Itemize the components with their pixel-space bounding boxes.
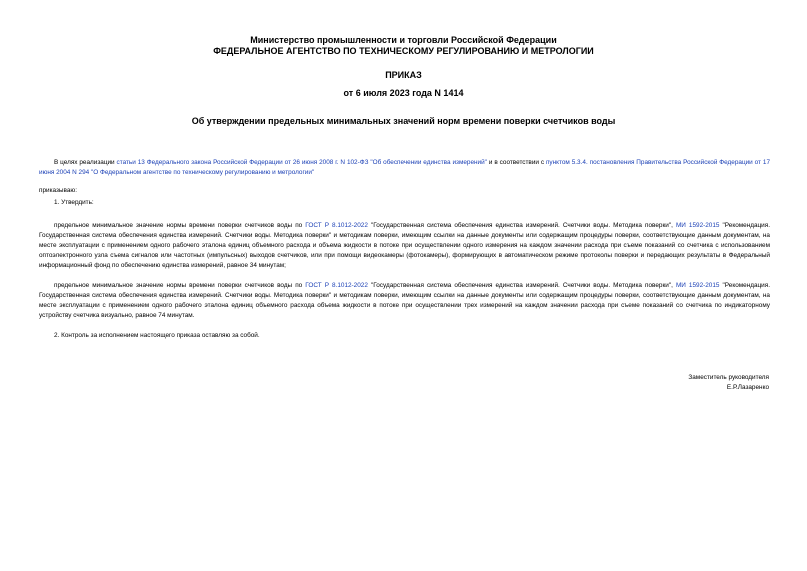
item2-text-1: предельное минимальное значение нормы времени поверки счетчиков воды по	[54, 282, 306, 289]
document-type: ПРИКАЗ	[385, 70, 422, 80]
approved-item-2	[39, 281, 770, 321]
mi-link[interactable]: МИ 1592-2015	[675, 282, 720, 289]
preamble-paragraph	[39, 158, 770, 178]
government-decree-link[interactable]: пунктом 5.3.4. постановления Правительства Российской Федерации от 17 июня 2004 N 294 "О Федеральном агентстве по техническому регулированию и метрологии"	[39, 159, 770, 176]
item1-text-2: "Государственная система обеспечения единства измерений. Счетчики воды. Методика поверки",	[367, 222, 676, 229]
item1-text-3: "Рекомендация. Государственная система обеспечения единства измерений. Счетчики воды. Методика поверки" и методикам поверки, имеющим ссылки на данные документы или содержащим процедуры поверки, соответствующие данным документам, на месте эксплуатации с применением одного рабочего эталона единиц объемного расхода и объема жидкости в потоке при осуществлении одного измерения на каждом значении расхода при съеме показаний со счетчика с использованием оптоэлектронного узла съема сигналов или частотных (импульсных) выходов счетчиков, или при помощи видеокамеры (фотокамеры), формирующих в автоматическом режиме протоколы поверки и передающих результаты в Федеральный информационный фонд по обеспечению единства измерений, равное 34 минутам;	[39, 222, 770, 269]
item2-text-2: "Государственная система обеспечения единства измерений. Счетчики воды. Методика поверки",	[367, 282, 676, 289]
signatory-position: Заместитель руководителя	[688, 374, 769, 381]
signatory-name: Е.Р.Лазаренко	[726, 384, 769, 391]
ministry-name: Министерство промышленности и торговли Российской Федерации	[250, 35, 557, 45]
order-word: приказываю:	[39, 187, 77, 194]
mi-link[interactable]: МИ 1592-2015	[675, 222, 720, 229]
approved-item-1	[39, 221, 770, 271]
control-clause: 2. Контроль за исполнением настоящего приказа оставляю за собой.	[54, 332, 260, 339]
item1-text-1: предельное минимальное значение нормы времени поверки счетчиков воды по	[54, 222, 306, 229]
gost-link[interactable]: ГОСТ Р 8.1012-2022	[305, 222, 368, 229]
gost-link[interactable]: ГОСТ Р 8.1012-2022	[305, 282, 368, 289]
preamble-text-1: В целях реализации	[54, 159, 117, 166]
agency-name: ФЕДЕРАЛЬНОЕ АГЕНТСТВО ПО ТЕХНИЧЕСКОМУ РЕГУЛИРОВАНИЮ И МЕТРОЛОГИИ	[213, 46, 594, 56]
approve-heading: 1. Утвердить:	[54, 199, 94, 206]
document-date-number: от 6 июля 2023 года N 1414	[343, 88, 464, 98]
item2-text-3: "Рекомендация. Государственная система обеспечения единства измерений. Счетчики воды. Методика поверки" и методикам поверки, имеющим ссылки на данные документы или содержащим процедуры поверки, соответствующие данным документам, на месте эксплуатации с применением одного рабочего эталона единиц объемного расхода объема жидкости в потоке при осуществлении трех измерений на каждом значении расхода при съеме показаний со счетчика по индикаторному устройству счетчика визуально, равное 74 минутам.	[39, 282, 770, 319]
document-title: Об утверждении предельных минимальных значений норм времени поверки счетчиков воды	[191, 116, 616, 126]
federal-law-link[interactable]: статьи 13 Федерального закона Российской Федерации от 26 июня 2008 г. N 102-ФЗ "Об обеспечении единства измерений"	[116, 159, 487, 166]
preamble-text-2: и в соответствии с	[486, 159, 546, 166]
